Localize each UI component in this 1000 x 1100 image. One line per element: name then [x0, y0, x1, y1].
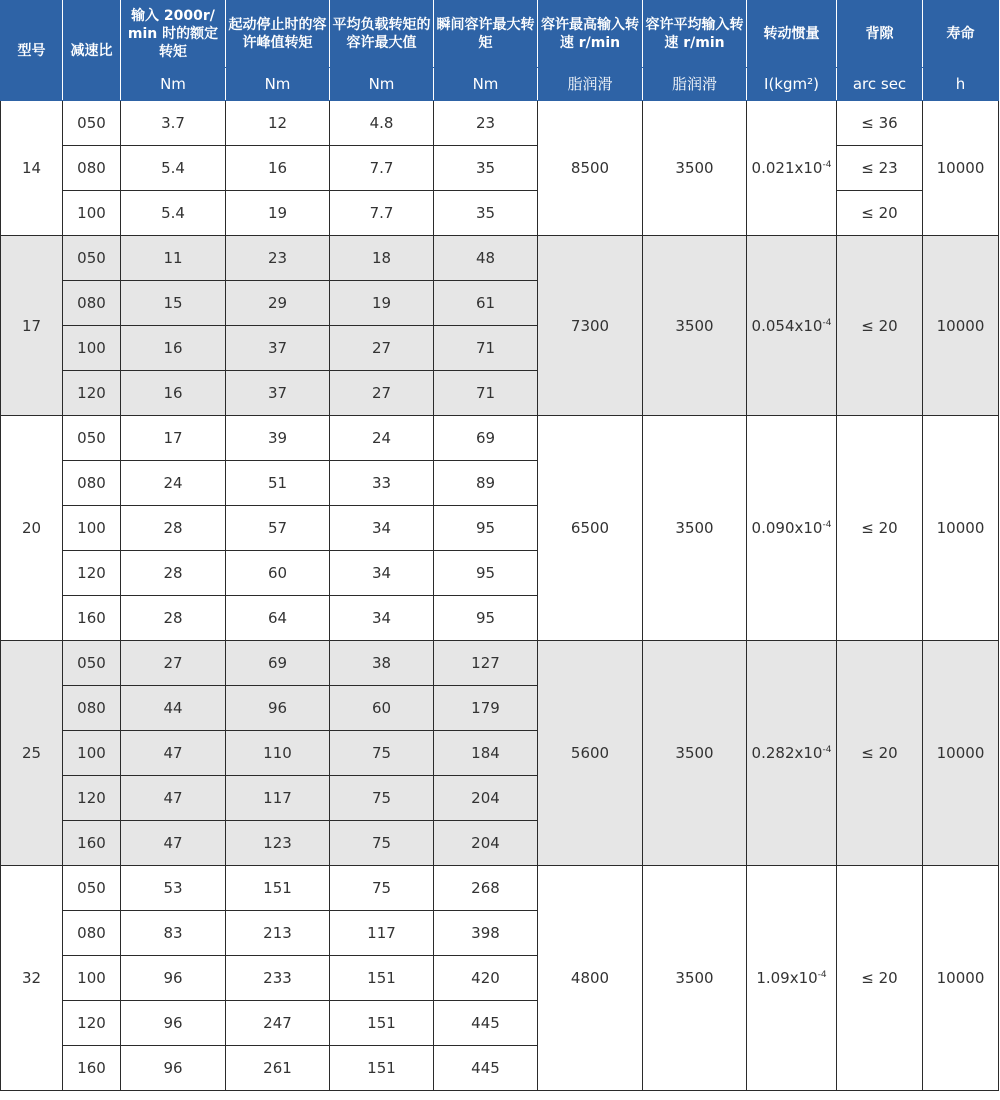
avg-speed-cell: 3500 [643, 236, 747, 416]
inertia-exponent: -4 [822, 745, 832, 755]
table-body [1, 101, 999, 1091]
peak-torque-cell: 64 [226, 596, 330, 641]
avg-torque-cell: 151 [330, 956, 434, 1001]
header-ratio: 减速比 [63, 1, 121, 101]
rated-torque-cell: 5.4 [121, 146, 226, 191]
avg-speed-cell: 3500 [643, 866, 747, 1091]
rated-torque-cell: 47 [121, 776, 226, 821]
ratio-cell: 080 [63, 911, 121, 956]
rated-torque-cell: 96 [121, 1046, 226, 1091]
moment-torque-cell: 445 [434, 1046, 538, 1091]
ratio-cell: 050 [63, 101, 121, 146]
inertia-exponent: -4 [822, 160, 832, 170]
backlash-cell: ≤ 20 [837, 641, 923, 866]
avg-torque-cell: 27 [330, 326, 434, 371]
ratio-cell: 080 [63, 281, 121, 326]
table-row [1, 191, 999, 236]
avg-torque-cell: 7.7 [330, 146, 434, 191]
ratio-cell: 050 [63, 641, 121, 686]
rated-torque-cell: 16 [121, 326, 226, 371]
inertia-value: 0.054x10 [751, 316, 823, 335]
avg-torque-cell: 24 [330, 416, 434, 461]
moment-torque-cell: 61 [434, 281, 538, 326]
table-header [1, 1, 999, 101]
backlash-cell: ≤ 20 [837, 866, 923, 1091]
ratio-cell: 100 [63, 506, 121, 551]
inertia-cell [747, 416, 837, 641]
avg-torque-cell: 4.8 [330, 101, 434, 146]
peak-torque-cell: 23 [226, 236, 330, 281]
avg-torque-cell: 60 [330, 686, 434, 731]
avg-torque-cell: 34 [330, 551, 434, 596]
life-cell: 10000 [923, 236, 999, 416]
unit-avg-speed: 脂润滑 [643, 68, 747, 101]
peak-torque-cell: 60 [226, 551, 330, 596]
inertia-value: 1.09x10 [756, 969, 818, 987]
max-speed-cell: 5600 [538, 641, 643, 866]
rated-torque-cell: 96 [121, 1001, 226, 1046]
inertia-cell [747, 866, 837, 1091]
life-cell: 10000 [923, 866, 999, 1091]
moment-torque-cell: 69 [434, 416, 538, 461]
peak-torque-cell: 151 [226, 866, 330, 911]
ratio-cell: 050 [63, 416, 121, 461]
header-rated-torque: 输入 2000r/ min 时的额定转矩 [121, 1, 226, 68]
rated-torque-cell: 44 [121, 686, 226, 731]
peak-torque-cell: 213 [226, 911, 330, 956]
inertia-exponent: -4 [822, 317, 832, 328]
moment-torque-cell: 179 [434, 686, 538, 731]
unit-max-speed: 脂润滑 [538, 68, 643, 101]
rated-torque-cell: 47 [121, 821, 226, 866]
rated-torque-cell: 28 [121, 551, 226, 596]
unit-rated-torque: Nm [121, 68, 226, 101]
rated-torque-cell: 16 [121, 371, 226, 416]
max-speed-cell: 4800 [538, 866, 643, 1091]
rated-torque-cell: 28 [121, 596, 226, 641]
peak-torque-cell: 57 [226, 506, 330, 551]
ratio-cell: 100 [63, 956, 121, 1001]
rated-torque-cell: 27 [121, 641, 226, 686]
ratio-cell: 080 [63, 461, 121, 506]
avg-torque-cell: 38 [330, 641, 434, 686]
model-cell: 14 [1, 101, 63, 236]
avg-torque-cell: 151 [330, 1046, 434, 1091]
avg-torque-cell: 75 [330, 821, 434, 866]
ratio-cell: 080 [63, 146, 121, 191]
avg-torque-cell: 33 [330, 461, 434, 506]
table-row [1, 416, 999, 461]
moment-torque-cell: 204 [434, 821, 538, 866]
inertia-cell [747, 236, 837, 416]
model-cell: 25 [1, 641, 63, 866]
rated-torque-cell: 28 [121, 506, 226, 551]
inertia-value: 0.282x10 [751, 744, 823, 762]
rated-torque-cell: 11 [121, 236, 226, 281]
peak-torque-cell: 123 [226, 821, 330, 866]
unit-avg-torque: Nm [330, 68, 434, 101]
peak-torque-cell: 69 [226, 641, 330, 686]
unit-life: h [923, 68, 999, 101]
moment-torque-cell: 95 [434, 596, 538, 641]
max-speed-cell: 6500 [538, 416, 643, 641]
moment-torque-cell: 204 [434, 776, 538, 821]
rated-torque-cell: 24 [121, 461, 226, 506]
ratio-cell: 120 [63, 551, 121, 596]
moment-torque-cell: 35 [434, 191, 538, 236]
backlash-cell: ≤ 36 [837, 101, 923, 146]
rated-torque-cell: 3.7 [121, 101, 226, 146]
model-cell: 20 [1, 416, 63, 641]
peak-torque-cell: 261 [226, 1046, 330, 1091]
moment-torque-cell: 420 [434, 956, 538, 1001]
avg-torque-cell: 34 [330, 506, 434, 551]
avg-torque-cell: 75 [330, 731, 434, 776]
unit-backlash: arc sec [837, 68, 923, 101]
backlash-cell: ≤ 20 [837, 236, 923, 416]
moment-torque-cell: 445 [434, 1001, 538, 1046]
peak-torque-cell: 37 [226, 371, 330, 416]
rated-torque-cell: 15 [121, 281, 226, 326]
ratio-cell: 120 [63, 371, 121, 416]
peak-torque-cell: 247 [226, 1001, 330, 1046]
moment-torque-cell: 48 [434, 236, 538, 281]
ratio-cell: 160 [63, 1046, 121, 1091]
header-avg-torque: 平均负载转矩的容许最大值 [330, 1, 434, 68]
avg-torque-cell: 151 [330, 1001, 434, 1046]
peak-torque-cell: 39 [226, 416, 330, 461]
header-life: 寿命 [923, 1, 999, 68]
avg-torque-cell: 75 [330, 776, 434, 821]
avg-torque-cell: 75 [330, 866, 434, 911]
life-cell: 10000 [923, 101, 999, 236]
rated-torque-cell: 17 [121, 416, 226, 461]
peak-torque-cell: 16 [226, 146, 330, 191]
inertia-value: 0.021x10 [751, 159, 823, 177]
backlash-cell: ≤ 20 [837, 191, 923, 236]
ratio-cell: 100 [63, 191, 121, 236]
table-row [1, 641, 999, 686]
life-cell: 10000 [923, 416, 999, 641]
peak-torque-cell: 29 [226, 281, 330, 326]
moment-torque-cell: 184 [434, 731, 538, 776]
avg-speed-cell: 3500 [643, 101, 747, 236]
ratio-cell: 100 [63, 326, 121, 371]
ratio-cell: 160 [63, 596, 121, 641]
peak-torque-cell: 51 [226, 461, 330, 506]
backlash-cell: ≤ 20 [837, 416, 923, 641]
ratio-cell: 100 [63, 731, 121, 776]
ratio-cell: 050 [63, 866, 121, 911]
rated-torque-cell: 5.4 [121, 191, 226, 236]
peak-torque-cell: 19 [226, 191, 330, 236]
moment-torque-cell: 127 [434, 641, 538, 686]
moment-torque-cell: 95 [434, 551, 538, 596]
inertia-exponent: -4 [822, 520, 832, 530]
avg-torque-cell: 7.7 [330, 191, 434, 236]
inertia-value: 0.090x10 [751, 519, 823, 537]
moment-torque-cell: 71 [434, 371, 538, 416]
avg-speed-cell: 3500 [643, 416, 747, 641]
ratio-cell: 120 [63, 776, 121, 821]
header-backlash: 背隙 [837, 1, 923, 68]
avg-torque-cell: 34 [330, 596, 434, 641]
header-moment-torque: 瞬间容许最大转矩 [434, 1, 538, 68]
inertia-cell [747, 101, 837, 236]
avg-torque-cell: 18 [330, 236, 434, 281]
rated-torque-cell: 83 [121, 911, 226, 956]
model-cell: 32 [1, 866, 63, 1091]
unit-peak-torque: Nm [226, 68, 330, 101]
peak-torque-cell: 233 [226, 956, 330, 1001]
avg-torque-cell: 19 [330, 281, 434, 326]
moment-torque-cell: 71 [434, 326, 538, 371]
model-cell: 17 [1, 236, 63, 416]
header-model: 型号 [1, 1, 63, 101]
ratio-cell: 160 [63, 821, 121, 866]
peak-torque-cell: 96 [226, 686, 330, 731]
ratio-cell: 080 [63, 686, 121, 731]
table-row [1, 146, 999, 191]
life-cell: 10000 [923, 641, 999, 866]
max-speed-cell: 8500 [538, 101, 643, 236]
peak-torque-cell: 37 [226, 326, 330, 371]
peak-torque-cell: 117 [226, 776, 330, 821]
avg-speed-cell: 3500 [643, 641, 747, 866]
moment-torque-cell: 23 [434, 101, 538, 146]
table-row [1, 236, 999, 281]
inertia-exponent: -4 [817, 970, 827, 980]
backlash-cell: ≤ 23 [837, 146, 923, 191]
header-inertia: 转动惯量 [747, 1, 837, 68]
rated-torque-cell: 96 [121, 956, 226, 1001]
moment-torque-cell: 398 [434, 911, 538, 956]
table-row [1, 866, 999, 911]
rated-torque-cell: 47 [121, 731, 226, 776]
unit-moment-torque: Nm [434, 68, 538, 101]
header-max-speed: 容许最高输入转速 r/min [538, 1, 643, 68]
table-row [1, 101, 999, 146]
peak-torque-cell: 12 [226, 101, 330, 146]
rated-torque-cell: 53 [121, 866, 226, 911]
unit-inertia: I(kgm²) [747, 68, 837, 101]
ratio-cell: 120 [63, 1001, 121, 1046]
max-speed-cell: 7300 [538, 236, 643, 416]
ratio-cell: 050 [63, 236, 121, 281]
avg-torque-cell: 27 [330, 371, 434, 416]
header-peak-torque: 起动停止时的容许峰值转矩 [226, 1, 330, 68]
moment-torque-cell: 268 [434, 866, 538, 911]
moment-torque-cell: 35 [434, 146, 538, 191]
header-avg-speed: 容许平均输入转速 r/min [643, 1, 747, 68]
avg-torque-cell: 117 [330, 911, 434, 956]
peak-torque-cell: 110 [226, 731, 330, 776]
inertia-cell [747, 641, 837, 866]
moment-torque-cell: 89 [434, 461, 538, 506]
moment-torque-cell: 95 [434, 506, 538, 551]
